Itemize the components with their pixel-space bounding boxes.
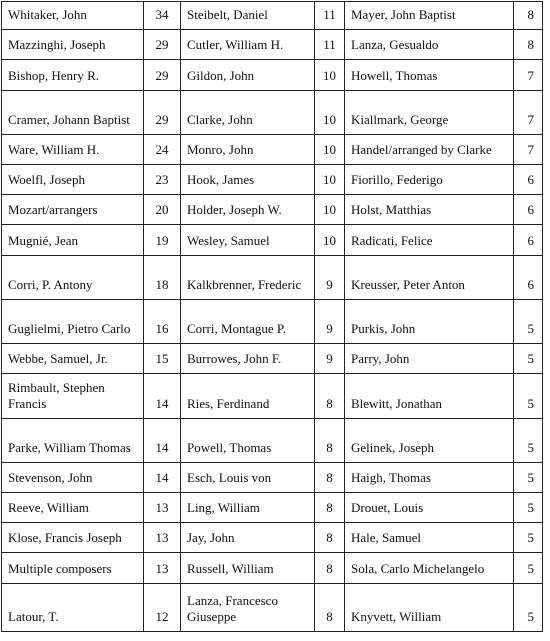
composer-name-cell: Cramer, Johann Baptist [2, 90, 144, 134]
work-count-cell: 7 [514, 60, 543, 90]
work-count-cell: 10 [315, 165, 345, 195]
composer-name-cell: Mazzinghi, Joseph [2, 30, 144, 60]
work-count-cell: 5 [514, 299, 543, 343]
table-row [2, 195, 543, 225]
work-count-cell: 5 [514, 344, 543, 374]
table-row [2, 418, 543, 462]
work-count-cell: 19 [144, 225, 181, 255]
composer-name-cell: Monro, John [181, 134, 315, 164]
composer-name-cell: Haigh, Thomas [345, 462, 514, 492]
composer-name-cell: Webbe, Samuel, Jr. [2, 344, 144, 374]
work-count-cell: 16 [144, 299, 181, 343]
composer-name-cell: Gildon, John [181, 60, 315, 90]
work-count-cell: 15 [144, 344, 181, 374]
composer-name-cell: Corri, Montague P. [181, 299, 315, 343]
table-row [2, 2, 543, 30]
work-count-cell: 14 [144, 418, 181, 462]
work-count-cell: 5 [514, 553, 543, 583]
work-count-cell: 10 [315, 134, 345, 164]
table-row [2, 583, 543, 631]
composer-name-cell: Powell, Thomas [181, 418, 315, 462]
work-count-cell: 14 [144, 374, 181, 418]
work-count-cell: 13 [144, 523, 181, 553]
composer-name-cell: Wesley, Samuel [181, 225, 315, 255]
work-count-cell: 24 [144, 134, 181, 164]
composer-name-cell: Cutler, William H. [181, 30, 315, 60]
composer-name-cell: Knyvett, William [345, 583, 514, 631]
work-count-cell: 5 [514, 583, 543, 631]
table-body [2, 2, 543, 632]
work-count-cell: 14 [144, 462, 181, 492]
composer-name-cell: Jay, John [181, 523, 315, 553]
work-count-cell: 8 [514, 2, 543, 30]
work-count-cell: 12 [144, 583, 181, 631]
composer-name-cell: Burrowes, John F. [181, 344, 315, 374]
composer-name-cell: Latour, T. [2, 583, 144, 631]
composer-name-cell: Multiple composers [2, 553, 144, 583]
composer-name-cell: Holder, Joseph W. [181, 195, 315, 225]
work-count-cell: 8 [315, 553, 345, 583]
composer-name-cell: Reeve, William [2, 493, 144, 523]
work-count-cell: 6 [514, 165, 543, 195]
table-row [2, 344, 543, 374]
composer-name-cell: Hale, Samuel [345, 523, 514, 553]
composer-name-cell: Purkis, John [345, 299, 514, 343]
work-count-cell: 6 [514, 225, 543, 255]
work-count-cell: 10 [315, 60, 345, 90]
work-count-cell: 5 [514, 418, 543, 462]
work-count-cell: 8 [315, 583, 345, 631]
composer-name-cell: Kalkbrenner, Frederic [181, 255, 315, 299]
work-count-cell: 10 [315, 195, 345, 225]
table-row [2, 462, 543, 492]
work-count-cell: 6 [514, 255, 543, 299]
table-row [2, 523, 543, 553]
composer-name-cell: Rimbault, Stephen Francis [2, 374, 144, 418]
composer-name-cell: Howell, Thomas [345, 60, 514, 90]
composer-name-cell: Mayer, John Baptist [345, 2, 514, 30]
table-row [2, 30, 543, 60]
composer-name-cell: Fiorillo, Federigo [345, 165, 514, 195]
composer-name-cell: Woelfl, Joseph [2, 165, 144, 195]
table-row [2, 134, 543, 164]
composer-name-cell: Drouet, Louis [345, 493, 514, 523]
work-count-cell: 9 [315, 299, 345, 343]
table-row [2, 255, 543, 299]
work-count-cell: 8 [315, 462, 345, 492]
table-row [2, 90, 543, 134]
composer-name-cell: Radicati, Felice [345, 225, 514, 255]
table-row [2, 553, 543, 583]
composer-name-cell: Kiallmark, George [345, 90, 514, 134]
composer-name-cell: Mugnié, Jean [2, 225, 144, 255]
work-count-cell: 11 [315, 30, 345, 60]
work-count-cell: 34 [144, 2, 181, 30]
work-count-cell: 5 [514, 523, 543, 553]
table-row [2, 165, 543, 195]
composer-name-cell: Kreusser, Peter Anton [345, 255, 514, 299]
work-count-cell: 5 [514, 374, 543, 418]
work-count-cell: 7 [514, 134, 543, 164]
composer-name-cell: Stevenson, John [2, 462, 144, 492]
work-count-cell: 13 [144, 493, 181, 523]
work-count-cell: 8 [315, 523, 345, 553]
composer-name-cell: Handel/arranged by Clarke [345, 134, 514, 164]
work-count-cell: 23 [144, 165, 181, 195]
composer-name-cell: Parry, John [345, 344, 514, 374]
composer-name-cell: Sola, Carlo Michelangelo [345, 553, 514, 583]
work-count-cell: 29 [144, 60, 181, 90]
composer-name-cell: Blewitt, Jonathan [345, 374, 514, 418]
composer-name-cell: Holst, Matthias [345, 195, 514, 225]
work-count-cell: 29 [144, 90, 181, 134]
work-count-cell: 8 [315, 418, 345, 462]
composer-name-cell: Corri, P. Antony [2, 255, 144, 299]
table-row [2, 60, 543, 90]
work-count-cell: 9 [315, 255, 345, 299]
work-count-cell: 11 [315, 2, 345, 30]
composer-name-cell: Mozart/arrangers [2, 195, 144, 225]
work-count-cell: 20 [144, 195, 181, 225]
work-count-cell: 18 [144, 255, 181, 299]
composer-name-cell: Steibelt, Daniel [181, 2, 315, 30]
composer-name-cell: Gelinek, Joseph [345, 418, 514, 462]
work-count-cell: 13 [144, 553, 181, 583]
work-count-cell: 9 [315, 344, 345, 374]
work-count-cell: 7 [514, 90, 543, 134]
composer-name-cell: Hook, James [181, 165, 315, 195]
composer-name-cell: Ries, Ferdinand [181, 374, 315, 418]
composer-name-cell: Guglielmi, Pietro Carlo [2, 299, 144, 343]
composer-name-cell: Lanza, Francesco Giuseppe [181, 583, 315, 631]
composer-name-cell: Parke, William Thomas [2, 418, 144, 462]
composer-name-cell: Lanza, Gesualdo [345, 30, 514, 60]
table-row [2, 374, 543, 418]
composer-name-cell: Ware, William H. [2, 134, 144, 164]
work-count-cell: 10 [315, 90, 345, 134]
table-row [2, 493, 543, 523]
composer-name-cell: Clarke, John [181, 90, 315, 134]
work-count-cell: 5 [514, 493, 543, 523]
composer-count-table [1, 1, 543, 632]
composer-name-cell: Klose, Francis Joseph [2, 523, 144, 553]
work-count-cell: 8 [514, 30, 543, 60]
work-count-cell: 10 [315, 225, 345, 255]
composer-name-cell: Bishop, Henry R. [2, 60, 144, 90]
work-count-cell: 29 [144, 30, 181, 60]
work-count-cell: 6 [514, 195, 543, 225]
composer-name-cell: Esch, Louis von [181, 462, 315, 492]
table-row [2, 225, 543, 255]
table-row [2, 299, 543, 343]
work-count-cell: 8 [315, 493, 345, 523]
work-count-cell: 8 [315, 374, 345, 418]
work-count-cell: 5 [514, 462, 543, 492]
composer-name-cell: Russell, William [181, 553, 315, 583]
composer-name-cell: Ling, William [181, 493, 315, 523]
composer-name-cell: Whitaker, John [2, 2, 144, 30]
